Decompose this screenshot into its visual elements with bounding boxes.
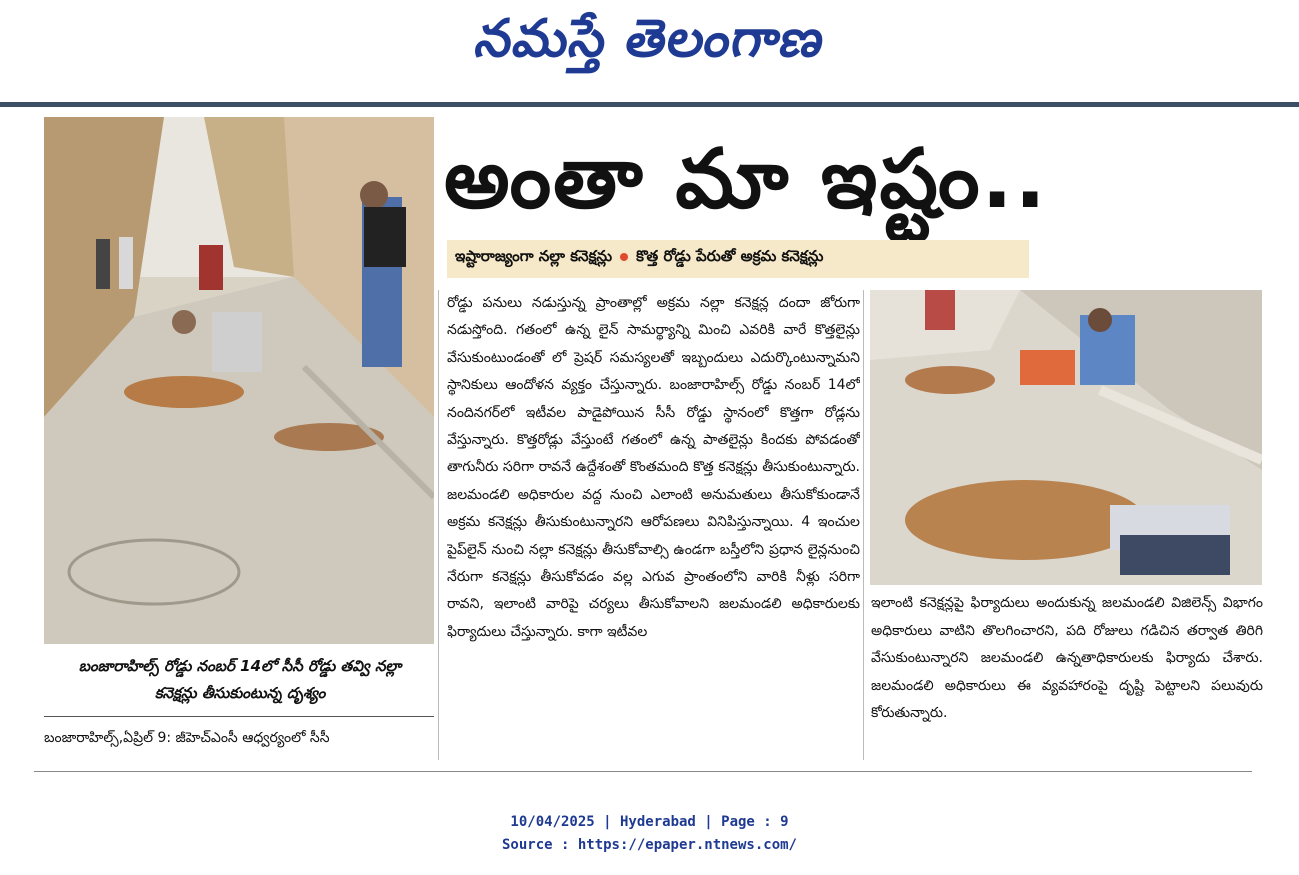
column-divider — [438, 290, 439, 760]
headline: అంతా మా ఇష్టం.. — [444, 132, 1048, 227]
right-column-text: ఇలాంటి కనెక్షన్లపై ఫిర్యాదులు అందుకున్న జలమండలి విజిలెన్స్ విభాగం అధికారులు వాటిని తొలగించారని, పది రోజులు గడిచిన తర్వాత తిరిగి వేసుకుంటున్నారని జలమండలి ఉన్నతాధికారులకు ఫిర్యాదు చేశారు. జలమండలి అధికారులు ఈ వ్యవహారంపై దృష్టి పెట్టాలని పలువురు కోరుతున్నారు. — [871, 595, 1263, 722]
subhead-left: ఇష్టారాజ్యంగా నల్లా కనెక్షన్లు — [455, 247, 613, 265]
dateline: బంజారాహిల్స్,ఏప్రిల్ 9: జీహెచ్ఎంసీ ఆధ్వర్యంలో సీసీ — [44, 730, 330, 746]
street-work-illustration — [44, 117, 434, 644]
subhead-right: కొత్త రోడ్డు పేరుతో అక్రమ కనెక్షన్లు — [636, 247, 824, 265]
footer-source-link[interactable]: Source : https://epaper.ntnews.com/ — [501, 837, 797, 853]
photo-caption: బంజారాహిల్స్ రోడ్డు నంబర్ 14లో సీసీ రోడ్డు తవ్వి నల్లా కనెక్షన్లు తీసుకుంటున్న దృశ్యం — [78, 657, 402, 702]
workers-digging-photo — [870, 290, 1262, 585]
street-work-photo — [44, 117, 434, 644]
masthead-rule — [0, 102, 1299, 107]
article-body: రోడ్డు పనులు నడుస్తున్న ప్రాంతాల్లో అక్రమ నల్లా కనెక్షన్ల దందా జోరుగా నడుస్తోంది. గతంలో ఉన్న లైన్ సామర్థ్యాన్ని మించి ఎవరికి వారే కొత్తలైన్లు వేసుకుంటుండంతో లో ప్రెషర్ సమస్యలతో ఇబ్బందులు ఎదుర్కొంటున్నామని స్థానికులు ఆందోళన వ్యక్తం చేస్తున్నారు. బంజారాహిల్స్ రోడ్డు నంబర్ 14లో నందినగర్‌లో ఇటీవల పాడైపోయిన సీసీ రోడ్డు స్థానంలో కొత్తగా రోడ్లను వేస్తున్నారు. కొత్తరోడ్లు వేస్తుంటే గతంలో ఉన్న పాతలైన్లు కిందకు పోవడంతో తాగునీరు సరిగా రావనే ఉద్దేశంతో కొంతమంది కొత్త కనెక్షన్లు తీసుకుంటున్నారు. జలమండలి అధికారుల వద్ద నుంచి ఎలాంటి అనుమతులు తీసుకోకుండానే అక్రమ కనెక్షన్లు తీసుకుంటున్నారని ఆరోపణలు వినిపిస్తున్నాయి. 4 ఇంచుల పైప్‌లైన్ నుంచి నల్లా కనెక్షన్లు తీసుకోవాల్సి ఉండగా బస్తీలోని ప్రధాన లైన్లనుంచి నేరుగా కనెక్షన్లు తీసుకోవడం వల్ల ఎగువ ప్రాంతంలోని వారికి నీళ్లు సరిగా రావని, ఇలాంటి వారిపై చర్యలు తీసుకోవాలని జలమండలి అధికారులకు ఫిర్యాదులు చేస్తున్నారు. కాగా ఇటీవల — [447, 295, 860, 640]
subhead — [455, 247, 823, 269]
newspaper-title: నమస్తే తెలంగాణ — [470, 8, 831, 69]
column-divider-right — [863, 290, 864, 760]
caption-divider — [44, 716, 434, 717]
masthead — [0, 0, 1299, 100]
bottom-rule — [34, 771, 1252, 772]
footer-edition-info: 10/04/2025 | Hyderabad | Page : 9 — [510, 814, 789, 830]
workers-digging-illustration — [870, 290, 1262, 585]
bullet-dot-icon — [620, 253, 628, 261]
